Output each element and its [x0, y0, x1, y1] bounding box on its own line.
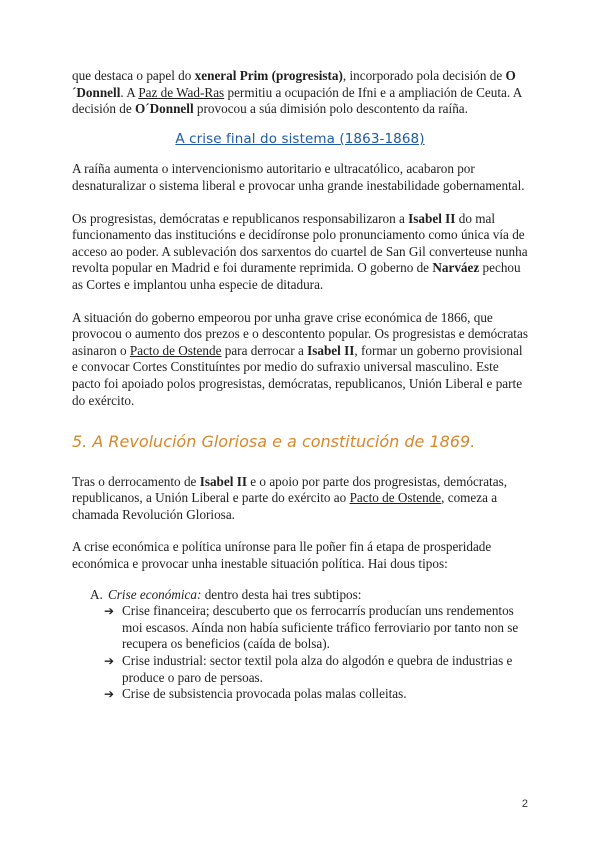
- spacer: [72, 195, 528, 211]
- arrow-bullet-icon: ➔: [104, 604, 115, 619]
- arrow-bullet-icon: ➔: [104, 654, 115, 669]
- p3-text-3: , formar un goberno provisional e convocar Cortes Constituíntes por medio do sufraxio universal masculino. Este pacto foi apoiado polos progresistas, demócratas, republicanos, Unión Liberal e parte do exército.: [72, 342, 523, 408]
- intro-paragraph: [72, 68, 528, 118]
- isabel-bold: Isabel II: [408, 210, 456, 226]
- p3-text-2: para derrocar a: [221, 342, 308, 358]
- paz-wad-ras-link[interactable]: Paz de Wad-Ras: [138, 84, 225, 100]
- list-item-text: Crise financeira; descuberto que os ferrocarrís producían uns rendementos moi escasos. Aínda non había suficiente tráfico ferroviario por tanto non se recupera os beneficios (caída de bolsa).: [122, 603, 519, 652]
- p4-text-1: Tras o derrocamento de: [72, 473, 200, 489]
- arrow-bullet-list: [90, 603, 528, 703]
- intro-text-5: provocou a súa dimisión polo descontento da raíña.: [193, 101, 468, 117]
- isabel-bold-3: Isabel II: [199, 473, 247, 489]
- list-item: [104, 653, 528, 686]
- list-item: [104, 603, 528, 653]
- odonnell-bold: O´Donnell: [72, 68, 516, 100]
- list-item-text: Crise industrial: sector textil pola alza do algodón e quebra de industrias e produce o paro de persoas.: [122, 653, 513, 685]
- isabel-bold-2: Isabel II: [307, 342, 355, 358]
- crise-final-subheading: A crise final do sistema (1863-1868): [175, 130, 425, 147]
- list-title-rest: dentro desta hai tres subtipos:: [201, 586, 362, 602]
- list-item-text: Crise de subsistencia provocada polas malas colleitas.: [122, 686, 407, 702]
- paragraph-5: A crise económica e política uníronse para lle poñer fin á etapa de prosperidade económica e provocar unha inestable situación política. Hai dous tipos:: [72, 539, 492, 572]
- paragraph-3: [72, 310, 528, 410]
- paragraph-4: [72, 474, 528, 524]
- p2-text-1: Os progresistas, demócratas e republicanos responsabilizaron a: [72, 210, 409, 226]
- p2-text-3: pechou as Cortes e implantou unha especie de ditadura.: [72, 260, 521, 292]
- prim-bold: xeneral Prim (progresista): [194, 68, 343, 83]
- odonnell-bold-2: O´Donnell: [135, 101, 194, 117]
- p4-text-2: e o apoio por parte dos progresistas, demócratas, republicanos, a Unión Liberal e parte do exército ao: [72, 473, 507, 506]
- paragraph-2: [72, 211, 528, 294]
- list-title: Crise económica:: [108, 586, 202, 602]
- p2-text-2: do mal funcionamento das institucións e decidíronse polo pronunciamento como única vía de acceso ao poder. A sublevación dos sarxentos do cuartel de San Gil converteuse nunha revolta popular en Madrid e foi duramente reprimida. O goberno de: [72, 210, 528, 276]
- arrow-bullet-icon: ➔: [104, 687, 115, 702]
- pacto-ostende-link-2[interactable]: Pacto de Ostende: [349, 490, 442, 506]
- intro-text-3: . A: [120, 84, 139, 100]
- intro-text-4: permitiu a ocupación de Ifni e a ampliación de Ceuta. A decisión de: [72, 84, 522, 117]
- lettered-list: [72, 587, 528, 703]
- section-heading-revolucion: 5. A Revolución Gloriosa e a constitución de 1869.: [72, 432, 476, 452]
- page-number: 2: [521, 798, 528, 810]
- paragraph-1: A raíña aumenta o intervencionismo autoritario e ultracatólico, acabaron por desnaturalizar o sistema liberal e provocar unha grande inestabilidade gobernamental.: [72, 161, 525, 193]
- list-label: A.: [90, 586, 103, 602]
- list-item: [104, 686, 528, 703]
- p3-text-1: A situación do goberno empeorou por unha grave crise económica de 1866, que provocou o aumento dos prezos e o descontento popular. Os progresistas e demócratas asinaron o: [72, 309, 528, 358]
- spacer: [72, 294, 528, 310]
- narvaez-bold: Narváez: [432, 260, 480, 276]
- spacer: [72, 523, 528, 539]
- p4-text-3: , comeza a chamada Revolución Gloriosa.: [72, 490, 498, 522]
- pacto-ostende-link[interactable]: Pacto de Ostende: [129, 342, 222, 358]
- intro-text-1: que destaca o papel do: [72, 68, 195, 83]
- intro-text-2: , incorporado pola decisión de: [342, 68, 506, 83]
- list-item-a: [90, 587, 528, 604]
